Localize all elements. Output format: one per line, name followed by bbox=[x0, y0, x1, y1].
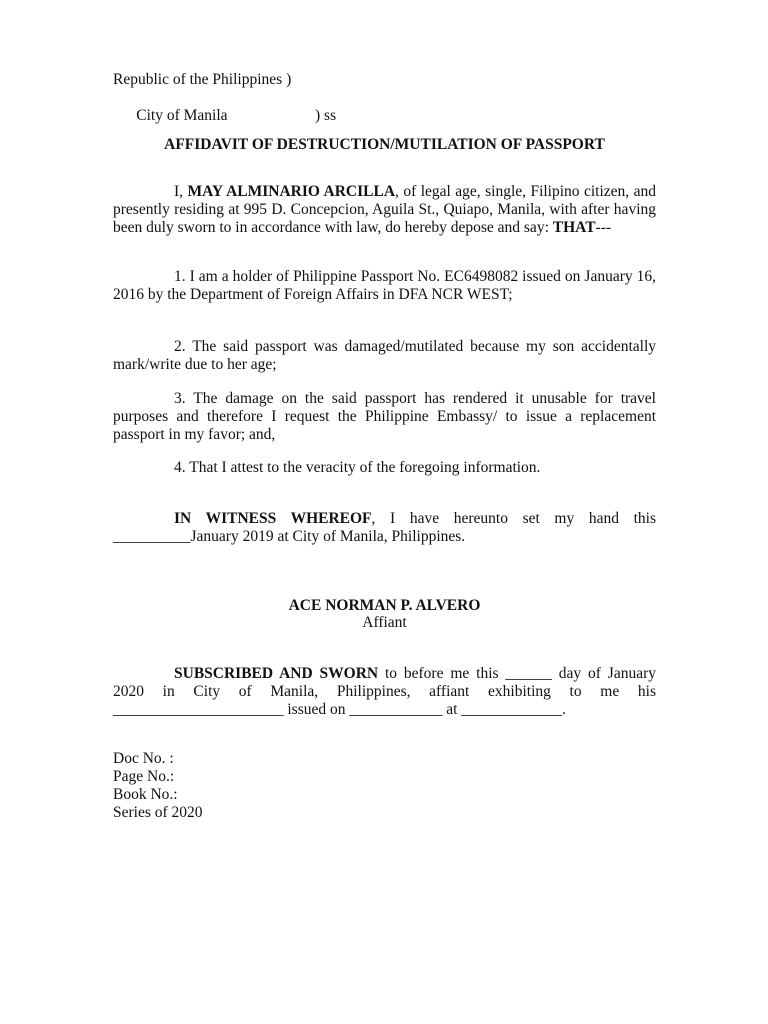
intro-prefix: I, bbox=[174, 183, 188, 200]
jurat-text: to before me this ______ day of January 2020 in City of Manila, Philippines, affiant exhibiting to me his ______________________ issued on ____________ at _____________. bbox=[113, 665, 656, 718]
jurat-bold: SUBSCRIBED AND SWORN bbox=[174, 665, 379, 682]
venue-block bbox=[113, 71, 337, 143]
intro-text: , of legal age, single, Filipino citizen, and presently residing at 995 D. Concepcion, Aguila St., Quiapo, Manila, with after having been duly sworn to in accordance with law, do hereby depose and say: bbox=[113, 183, 656, 236]
series: Series of 2020 bbox=[113, 804, 203, 821]
item-2: 2. The said passport was damaged/mutilated because my son accidentally mark/write due to her age; bbox=[113, 338, 656, 373]
venue-city: City of Manila bbox=[136, 107, 228, 124]
notarial-block bbox=[113, 750, 203, 822]
affiant-role: Affiant bbox=[362, 614, 407, 631]
item-3: 3. The damage on the said passport has rendered it unusable for travel purposes and therefore I request the Philippine Embassy/ to issue a replacement passport in my favor; and, bbox=[113, 390, 656, 443]
venue-ss: ) ss bbox=[315, 107, 337, 124]
doc-no: Doc No. : bbox=[113, 750, 174, 767]
witness-bold: IN WITNESS WHEREOF bbox=[174, 510, 372, 527]
document-title: AFFIDAVIT OF DESTRUCTION/MUTILATION OF PASSPORT bbox=[164, 136, 605, 153]
witness-paragraph bbox=[113, 510, 656, 546]
book-no: Book No.: bbox=[113, 786, 178, 803]
item-4: 4. That I attest to the veracity of the foregoing information. bbox=[174, 459, 541, 476]
jurat-paragraph bbox=[113, 665, 656, 719]
intro-paragraph bbox=[113, 183, 656, 237]
intro-that: THAT bbox=[552, 219, 596, 236]
page-no: Page No.: bbox=[113, 768, 175, 785]
venue-republic: Republic of the Philippines ) bbox=[113, 71, 292, 88]
affiant-name-intro: MAY ALMINARIO ARCILLA bbox=[187, 183, 396, 200]
venue-city-line bbox=[113, 89, 337, 143]
intro-suffix: --- bbox=[595, 219, 612, 236]
affiant-signature-name: ACE NORMAN P. ALVERO bbox=[288, 597, 481, 614]
item-1: 1. I am a holder of Philippine Passport No. EC6498082 issued on January 16, 2016 by the Department of Foreign Affairs in DFA NCR WEST; bbox=[113, 268, 656, 303]
witness-text: , I have hereunto set my hand this __________January 2019 at City of Manila, Philippines. bbox=[113, 510, 657, 545]
